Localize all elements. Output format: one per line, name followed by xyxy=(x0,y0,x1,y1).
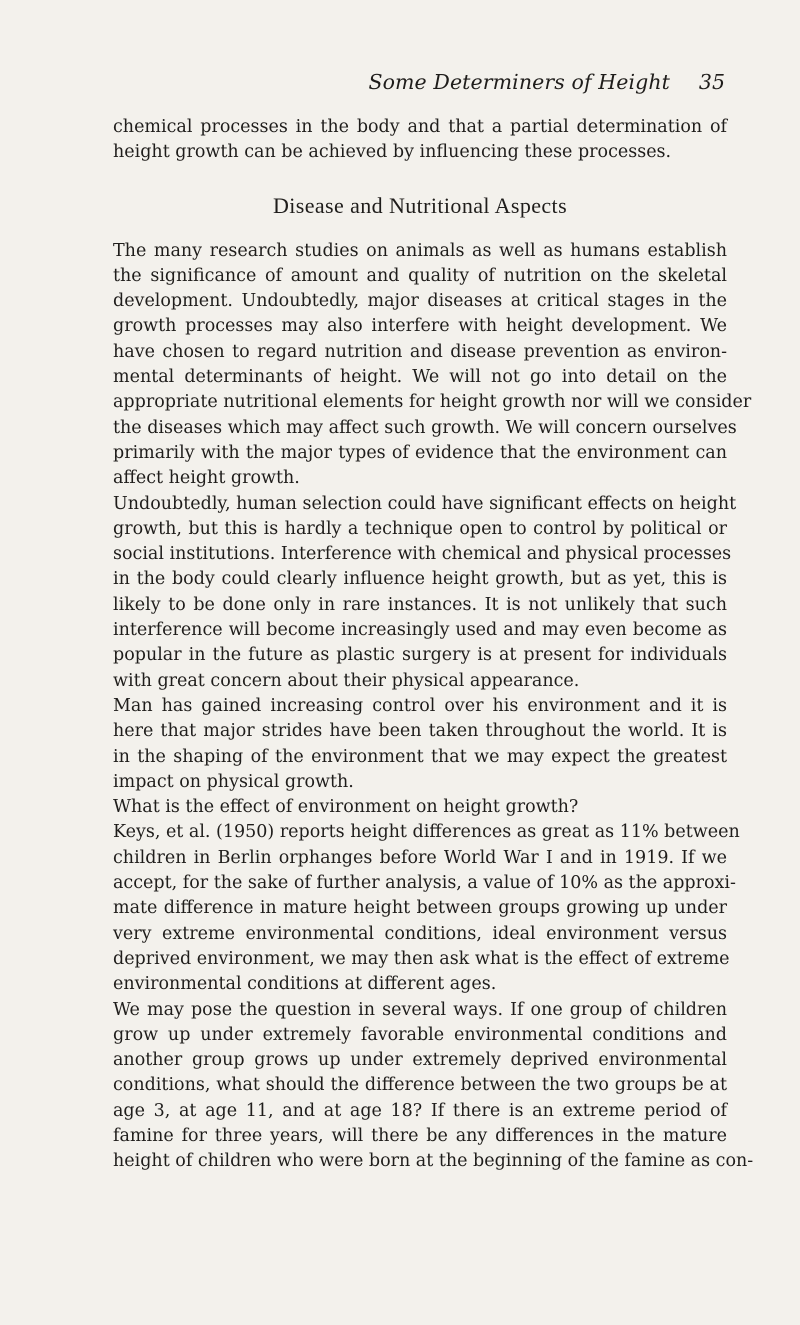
text-line: height growth can be achieved by influencing these processes. xyxy=(113,142,672,163)
text-line: have chosen to regard nutrition and disease prevention as environ- xyxy=(113,341,727,362)
text-line: age 3, at age 11, and at age 18? If there is an extreme period of xyxy=(113,1100,727,1121)
text-line: in the shaping of the environment that we may expect the greatest xyxy=(113,746,727,767)
text-line: popular in the future as plastic surgery is at present for individuals xyxy=(113,645,727,666)
text-line: interference will become increasingly used and may even become as xyxy=(113,620,727,641)
paragraph xyxy=(113,998,754,1175)
text-line: here that major strides have been taken throughout the world. It is xyxy=(113,721,727,742)
text-line: growth processes may also interfere with height development. We xyxy=(113,316,727,337)
paragraph xyxy=(113,694,727,795)
text-line: environmental conditions at different ages. xyxy=(113,974,497,995)
text-line: We may pose the question in several ways. If one group of children xyxy=(113,999,727,1020)
text-line: development. Undoubtedly, major diseases at critical stages in the xyxy=(113,291,727,312)
text-line: social institutions. Interference with chemical and physical processes xyxy=(113,544,732,565)
text-line: Undoubtedly, human selection could have significant effects on height xyxy=(113,493,737,514)
text-line: with great concern about their physical appearance. xyxy=(113,670,580,691)
running-head xyxy=(0,70,800,100)
text-line: in the body could clearly influence height growth, but as yet, this is xyxy=(113,569,727,590)
paragraph xyxy=(113,239,752,492)
section-heading: Disease and Nutritional Aspects xyxy=(272,192,568,218)
text-line: grow up under extremely favorable environmental conditions and xyxy=(113,1024,727,1045)
page-number: 35 xyxy=(698,70,725,94)
text-line: appropriate nutritional elements for height growth nor will we consider xyxy=(113,392,752,413)
text-line: affect height growth. xyxy=(113,468,300,489)
text-line: primarily with the major types of evidence that the environment can xyxy=(113,442,727,463)
body-text xyxy=(113,115,754,1175)
paragraph xyxy=(113,492,737,694)
paragraph-continuation xyxy=(113,115,727,166)
text-line: Man has gained increasing control over his environment and it is xyxy=(113,695,727,716)
text-line: deprived environment, we may then ask what is the effect of extreme xyxy=(113,948,730,969)
text-line: very extreme environmental conditions, ideal environment versus xyxy=(113,923,727,944)
text-line: the diseases which may affect such growth. We will concern ourselves xyxy=(113,417,737,438)
text-line: another group grows up under extremely deprived environmental xyxy=(113,1050,727,1071)
text-line: mate difference in mature height between groups growing up under xyxy=(113,898,727,919)
text-line: Keys, et al. (1950) reports height differences as great as 11% between xyxy=(113,822,740,843)
text-line: impact on physical growth. xyxy=(113,771,354,792)
text-line: famine for three years, will there be any differences in the mature xyxy=(113,1125,727,1146)
text-line: growth, but this is hardly a technique open to control by political or xyxy=(113,518,727,539)
text-line: height of children who were born at the beginning of the famine as con- xyxy=(113,1151,754,1172)
text-line: accept, for the sake of further analysis, a value of 10% as the approxi- xyxy=(113,873,736,894)
running-title: Some Determiners of Height xyxy=(368,70,670,94)
text-line: mental determinants of height. We will not go into detail on the xyxy=(113,367,727,388)
text-line: conditions, what should the difference between the two groups be at xyxy=(113,1075,727,1096)
text-line: The many research studies on animals as well as humans establish xyxy=(113,240,727,261)
text-line: children in Berlin orphanges before World War I and in 1919. If we xyxy=(113,847,727,868)
paragraph xyxy=(113,820,740,997)
paragraph xyxy=(113,795,727,820)
text-line: chemical processes in the body and that a partial determination of xyxy=(113,117,727,137)
text-line: the significance of amount and quality of nutrition on the skeletal xyxy=(113,265,727,286)
text-line: likely to be done only in rare instances. It is not unlikely that such xyxy=(113,594,727,615)
text-line: What is the effect of environment on height growth? xyxy=(113,797,579,818)
